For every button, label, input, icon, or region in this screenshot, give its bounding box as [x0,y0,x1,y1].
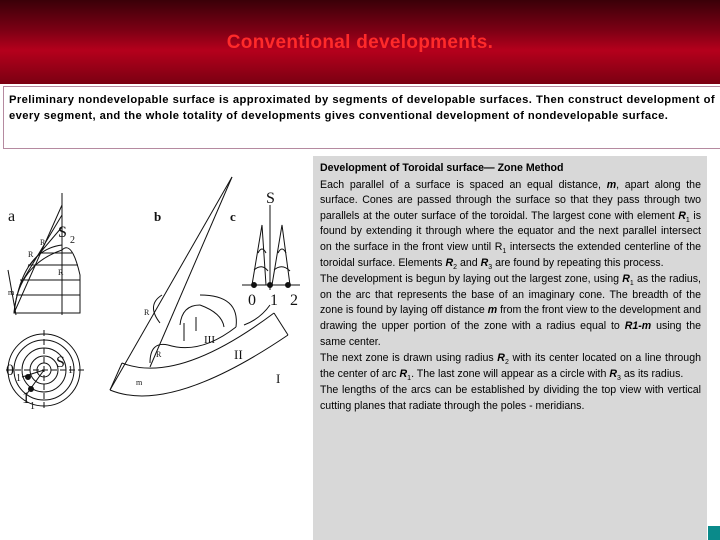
fig-label-01: 0 [6,362,14,379]
sidebar-paragraph-4: The lengths of the arcs can be established by dividing the top view with vertical cutting planes that radiate through the poles - meridians. [320,384,701,412]
sidebar-heading: Development of Toroidal surface— Zone Method [320,162,564,174]
fig-label-R2: R [28,250,34,259]
fig-label-II: II [234,347,243,362]
fig-label-R3: R [40,238,46,247]
fig-label-m2: m [136,378,143,387]
fig-label-S: S [266,190,275,207]
toroid-figure [0,145,312,445]
sidebar-paragraph-3: The next zone is drawn using radius $R_2$ with its center located on a line through the center of arc $R_1$. The last zone will appear as a circle with $R_3$ as its radius. [320,352,701,382]
fig-label-01-sub: 1 [16,373,21,384]
fig-a-cone-r1 [14,205,62,313]
fig-label-S2: S [58,224,67,241]
sidebar-paragraph-2: The development is begun by laying out the largest zone, using $R_1$ as the radius, on the arc that represents the base of an imaginary cone. The breadth of the zone is found by laying off distance m from the front view to the development and drawing the upper portion of the zone with a radius equal to R1-m using the same center. [320,273,701,348]
fig-label-R1b: R [144,308,150,317]
fig-label-S1-sub: 1 [68,365,73,376]
fig-label-b: b [154,209,162,224]
intro-box: Preliminary nondevelopable surface is approximated by segments of developable surfaces. Then construct development of every segment, and the whole totality of developments gives conventional development of nondevelopable surface. [3,86,720,149]
fig-label-R1: R [58,268,64,277]
corner-marker [708,526,720,540]
fig-label-R2b: R [156,350,162,359]
fig-label-a: a [8,208,16,225]
fig-label-m1: m [8,288,15,297]
slide-title: Conventional developments. [226,32,494,53]
fig-label-1: 1 [270,292,278,309]
sidebar-paragraph-1: Each parallel of a surface is spaced an equal distance, m, apart along the surface. Cones are passed through the surface so that they pass through two parallels at the outer surface of the toroidal. The largest cone with element $R_1$ is found by extending it through where the equator and the next parallel intersect on the surface in the front view until $R_1$ intersects the extended centerline of the toroidal surface. Elements $R_2$ and $R_3$ are found by repeating this process. [320,178,701,271]
fig-label-c: c [230,209,236,224]
fig-label-S1: S [56,354,65,371]
fig-label-11: 1 [22,390,30,407]
fig-label-S2-sub: 2 [70,235,75,246]
fig-label-11-sub: 1 [30,401,35,412]
method-description [313,156,707,540]
title-banner [0,0,720,84]
fig-label-2: 2 [290,292,298,309]
fig-label-III: III [204,334,215,346]
fig-label-I: I [276,371,281,386]
fig-b-radius [110,177,232,390]
fig-label-0: 0 [248,292,256,309]
